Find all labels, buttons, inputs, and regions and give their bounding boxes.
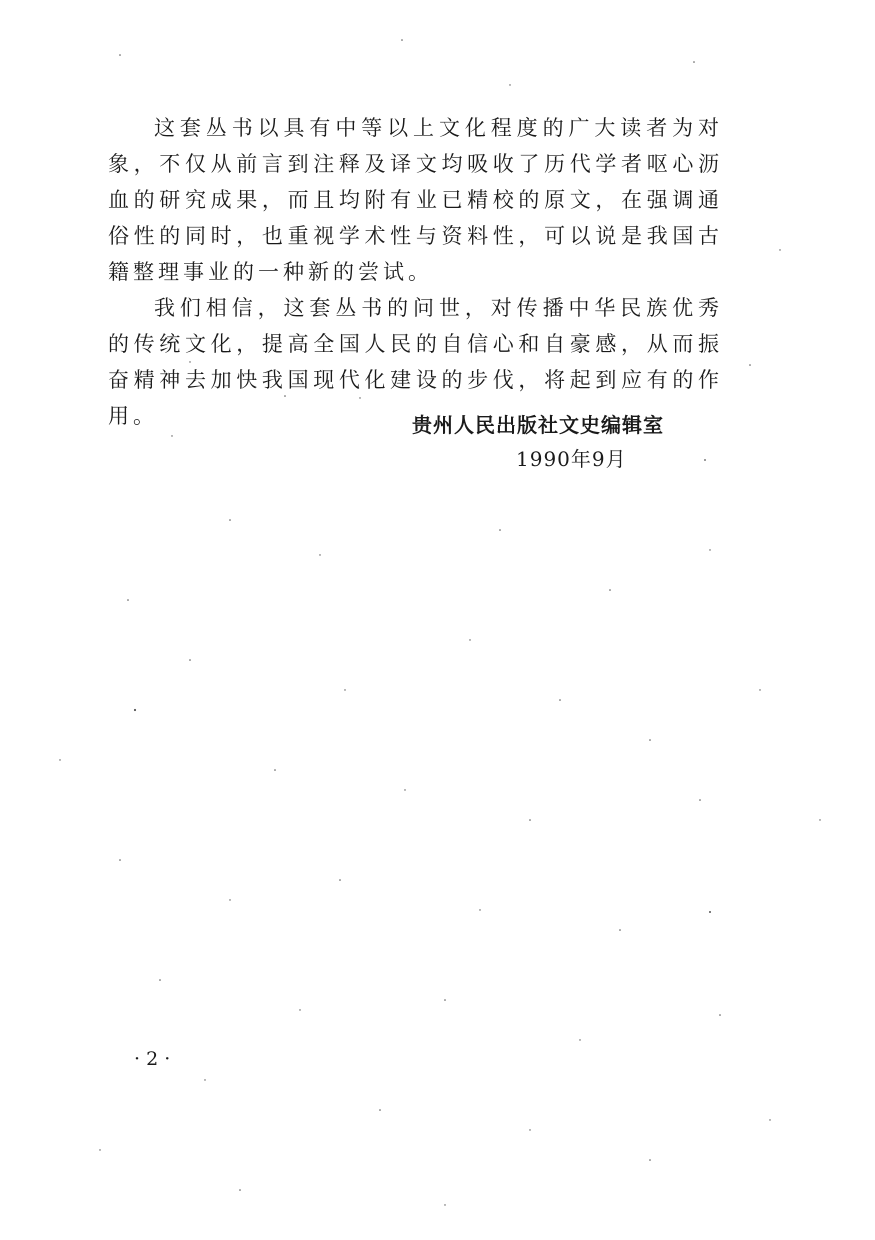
page-number: · 2 · xyxy=(134,1048,171,1070)
publisher-signature: 贵州人民出版社文史编辑室 xyxy=(412,413,664,437)
preface-body xyxy=(108,110,723,434)
preface-paragraph: 我们相信，这套丛书的问世，对传播中华民族优秀的传统文化，提高全国人民的自信心和自豪感，从而振奋精神去加快我国现代化建设的步伐，将起到应有的作用。 xyxy=(108,296,723,428)
signature-date: 1990年9月 xyxy=(516,447,627,471)
preface-paragraph: 这套丛书以具有中等以上文化程度的广大读者为对象，不仅从前言到注释及译文均吸收了历代学者呕心沥血的研究成果，而且均附有业已精校的原文，在强调通俗性的同时，也重视学术性与资料性，可以说是我国古籍整理事业的一种新的尝试。 xyxy=(108,116,723,284)
